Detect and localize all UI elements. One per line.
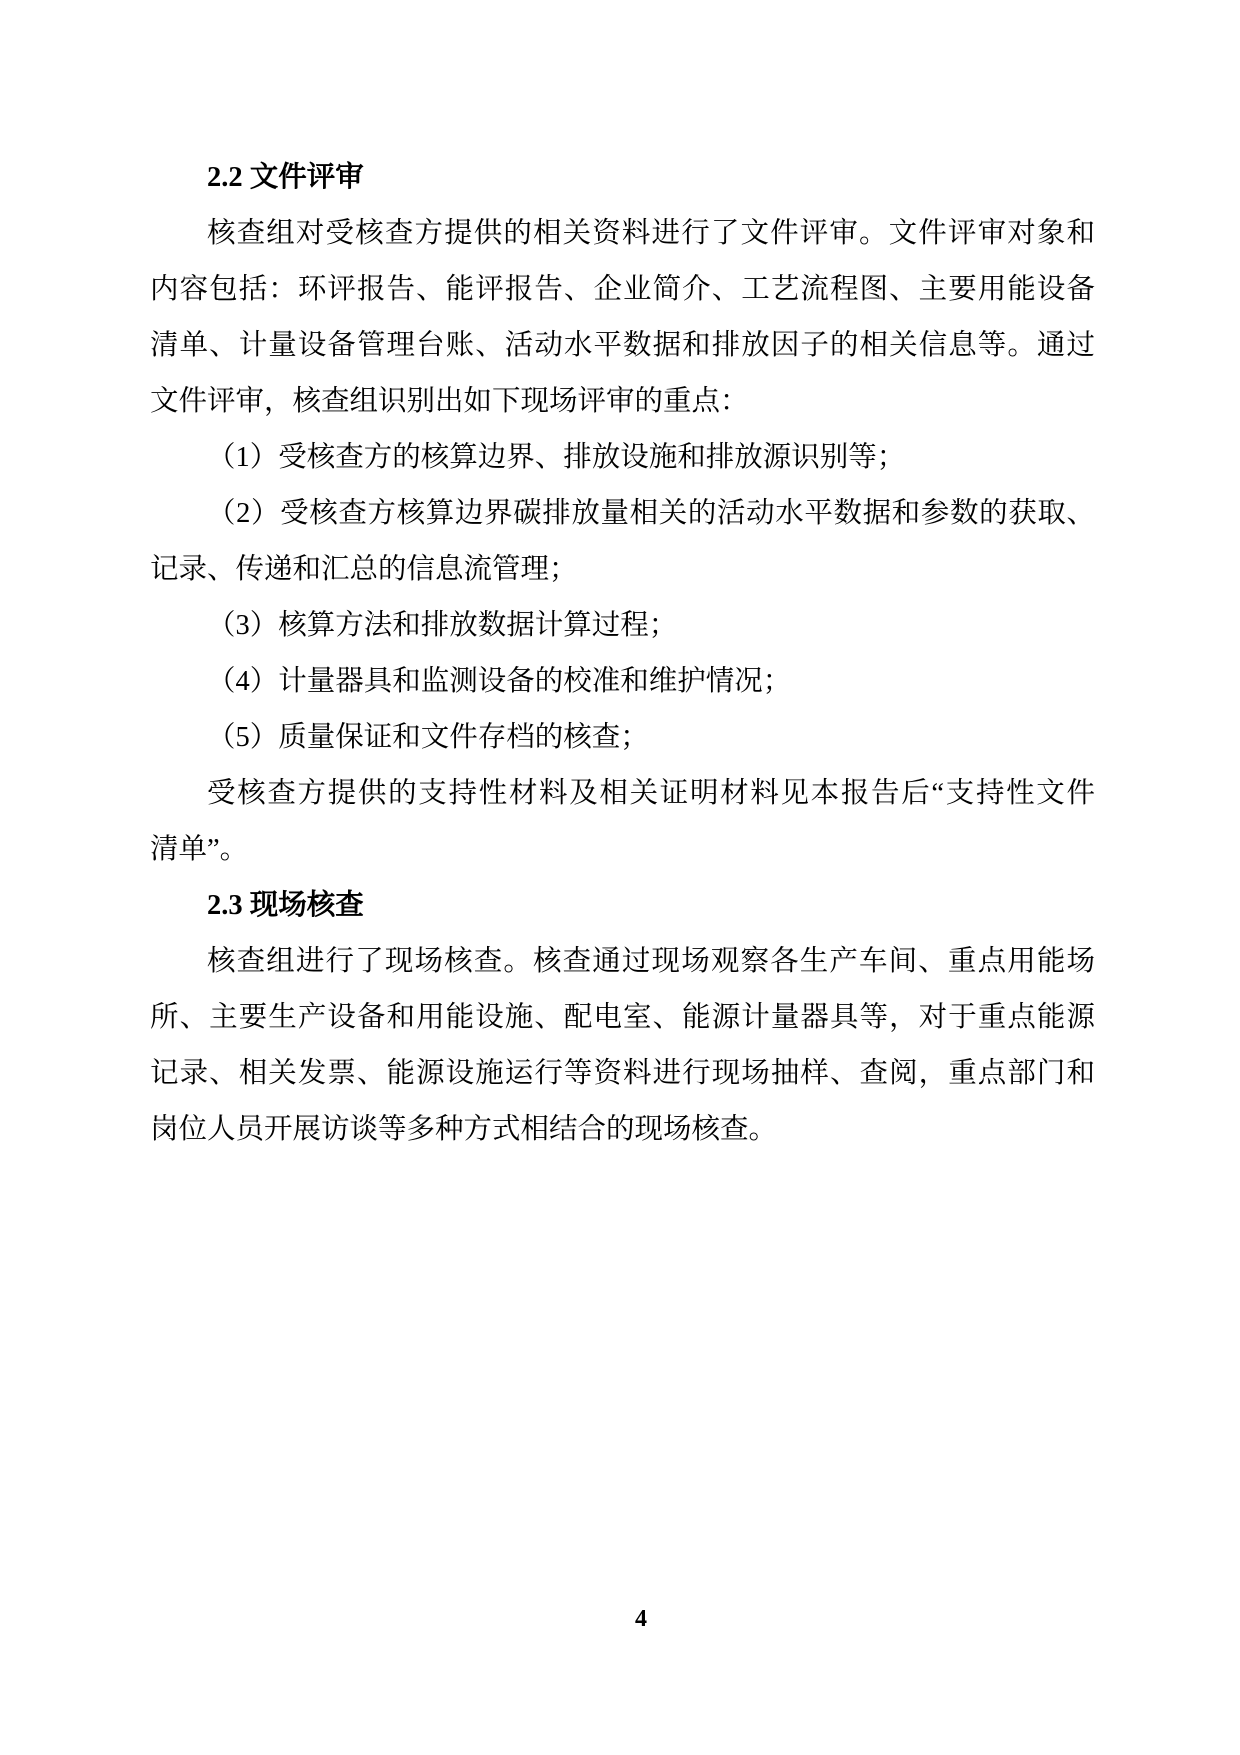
text-line: 核查组进行了现场核查。核查通过现场观察各生产车间、重点用能场 — [207, 946, 1095, 977]
page-number: 4 — [635, 1606, 647, 1632]
text-line: （3）核算方法和排放数据计算过程； — [207, 610, 678, 641]
text-line: （4）计量器具和监测设备的校准和维护情况； — [207, 666, 792, 697]
text-line: 记录、相关发票、能源设施运行等资料进行现场抽样、查阅，重点部门和 — [150, 1058, 1095, 1089]
text-line: 清单”。 — [150, 834, 249, 865]
text-line: 所、主要生产设备和用能设施、配电室、能源计量器具等，对于重点能源 — [150, 1002, 1095, 1033]
text-line: 受核查方提供的支持性材料及相关证明材料见本报告后“支持性文件 — [207, 778, 1095, 809]
list-item-3 — [150, 598, 1095, 654]
text-line: 清单、计量设备管理台账、活动水平数据和排放因子的相关信息等。通过 — [150, 330, 1095, 361]
document-body — [150, 150, 1095, 1158]
text-line: 内容包括：环评报告、能评报告、企业简介、工艺流程图、主要用能设备 — [150, 274, 1095, 305]
text-line: 记录、传递和汇总的信息流管理； — [150, 554, 578, 585]
paragraph-onsite-verification — [150, 934, 1095, 1158]
section-heading-2-3: 2.3 现场核查 — [207, 890, 364, 921]
text-line: 岗位人员开展访谈等多种方式相结合的现场核查。 — [150, 1114, 778, 1145]
paragraph-supporting-documents — [150, 766, 1095, 878]
list-item-4 — [150, 654, 1095, 710]
text-line: 文件评审，核查组识别出如下现场评审的重点： — [150, 386, 749, 417]
list-item-1 — [150, 430, 1095, 486]
text-line: （5）质量保证和文件存档的核查； — [207, 722, 649, 753]
text-line: （2）受核查方核算边界碳排放量相关的活动水平数据和参数的获取、 — [207, 498, 1095, 529]
text-line: 核查组对受核查方提供的相关资料进行了文件评审。文件评审对象和 — [207, 218, 1095, 249]
section-heading-2-2: 2.2 文件评审 — [207, 162, 364, 193]
list-item-5 — [150, 710, 1095, 766]
text-line: （1）受核查方的核算边界、排放设施和排放源识别等； — [207, 442, 906, 473]
list-item-2 — [150, 486, 1095, 598]
paragraph-document-review — [150, 206, 1095, 430]
